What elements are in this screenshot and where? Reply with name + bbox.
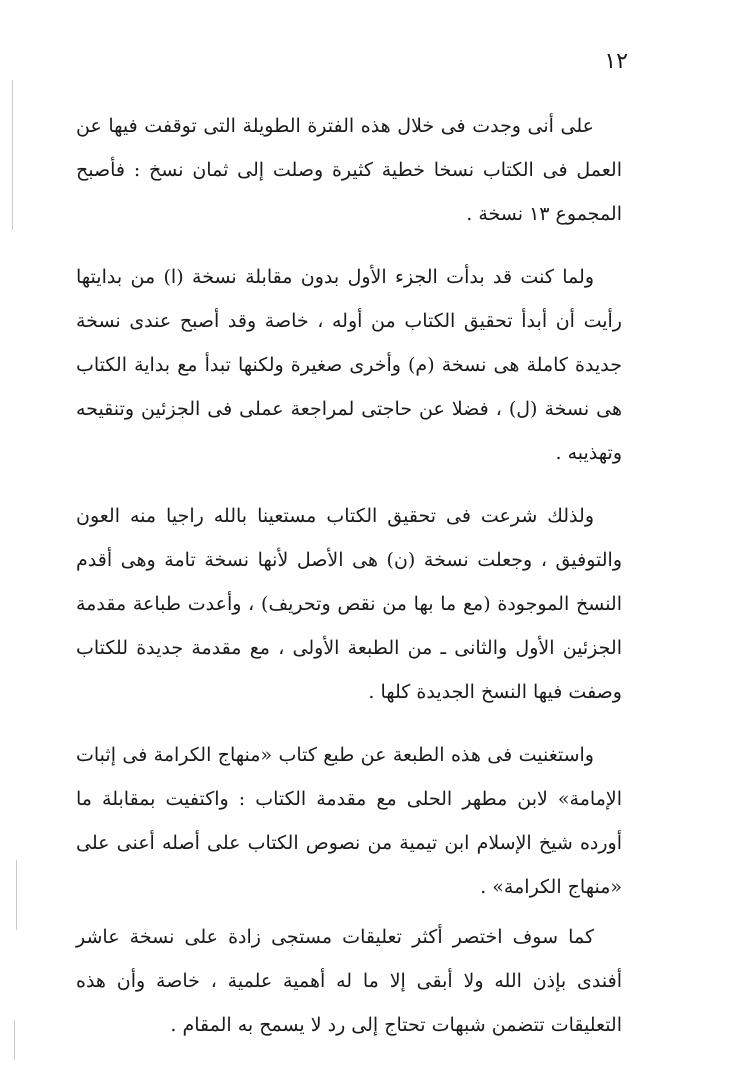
body-text (76, 104, 622, 1066)
paragraph-3: ولذلك شرعت فى تحقيق الكتاب مستعينا بالله راجيا منه العون والتوفيق ، وجعلت نسخة (ن) هى الأصل لأنها نسخة تامة وهى أقدم النسخ الموجودة (مع ما بها من نقص وتحريف) ، وأعدت طباعة مقدمة الجزئين الأول والثانى ـ من الطبعة الأولى ، مع مقدمة جديدة للكتاب وصفت فيها النسخ الجديدة كلها . (76, 505, 622, 703)
scan-edge-mark (16, 860, 17, 930)
paragraph-5: كما سوف اختصر أكثر تعليقات مستجى زادة على نسخة عاشر أفندى بإذن الله ولا أبقى إلا ما له أهمية علمية ، خاصة وأن هذه التعليقات تتضمن شبهات تحتاج إلى رد لا يسمح به المقام . (76, 926, 622, 1036)
scan-edge-mark (14, 1020, 15, 1060)
scan-edge-mark (12, 80, 13, 230)
page-number: ١٢ (604, 49, 628, 74)
paragraph-2: ولما كنت قد بدأت الجزء الأول بدون مقابلة نسخة (ا) من بدايتها رأيت أن أبدأ تحقيق الكتاب من أوله ، خاصة وقد أصبح عندى نسخة جديدة كاملة هى نسخة (م) وأخرى صغيرة ولكنها تبدأ مع بداية الكتاب هى نسخة (ل) ، فضلا عن حاجتى لمراجعة عملى فى الجزئين وتنقيحه وتهذيبه . (76, 266, 622, 464)
paragraph-1: على أنى وجدت فى خلال هذه الفترة الطويلة التى توقفت فيها عن العمل فى الكتاب نسخا خطية كثيرة وصلت إلى ثمان نسخ : فأصبح المجموع ١٣ نسخة . (76, 115, 622, 225)
paragraph-4: واستغنيت فى هذه الطبعة عن طبع كتاب «منهاج الكرامة فى إثبات الإمامة» لابن مطهر الحلى مع مقدمة الكتاب : واكتفيت بمقابلة ما أورده شيخ الإسلام ابن تيمية من نصوص الكتاب على أصله أعنى على «منهاج الكرامة» . (76, 744, 622, 898)
